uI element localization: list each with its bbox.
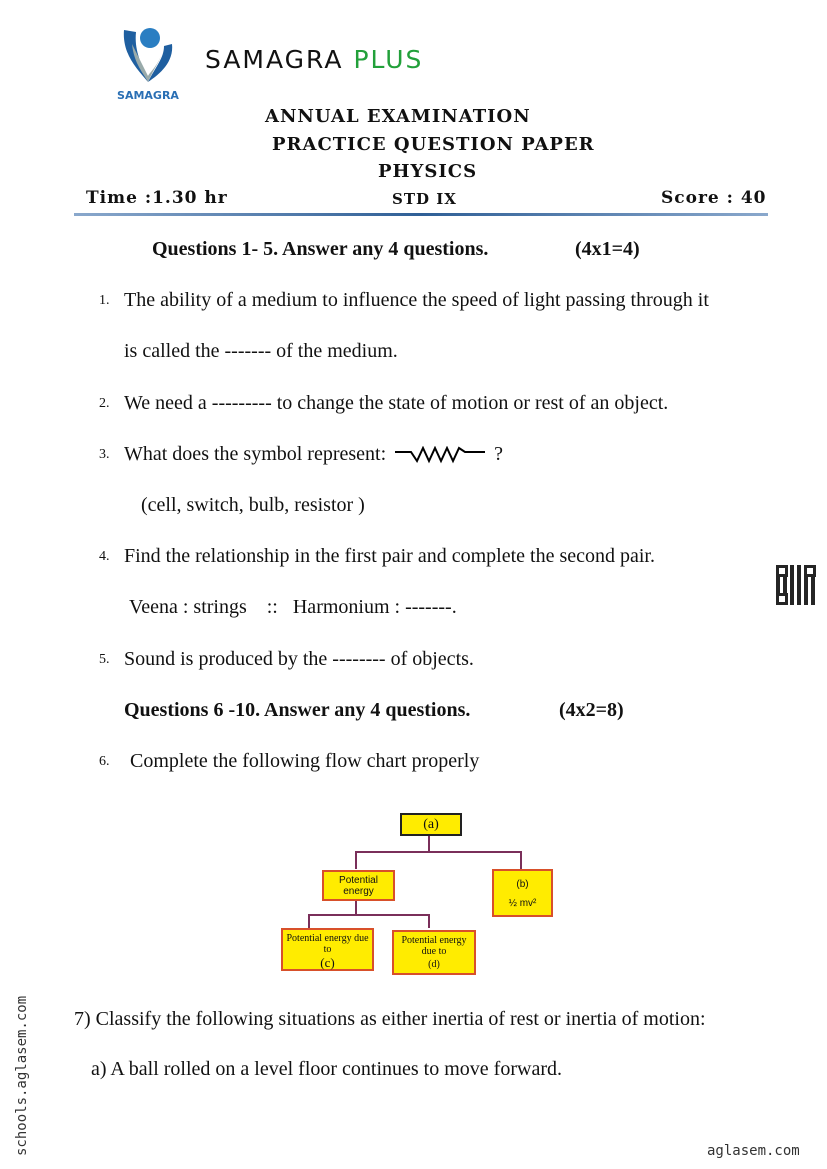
- q3-number: 3.: [99, 447, 110, 462]
- brand-word: SAMAGRA: [205, 45, 344, 74]
- q3-options: (cell, switch, bulb, resistor ): [141, 494, 365, 516]
- brand-plus: PLUS: [353, 45, 424, 74]
- q6-text: Complete the following flow chart properly: [130, 750, 480, 772]
- section2-marks: (4x2=8): [559, 699, 624, 721]
- box-a: (a): [400, 813, 462, 836]
- section1-marks: (4x1=4): [575, 238, 640, 260]
- d-blank: (d): [428, 959, 440, 970]
- q2-number: 2.: [99, 396, 110, 411]
- q3-question-mark: ?: [494, 443, 504, 465]
- qr-code[interactable]: [776, 565, 816, 605]
- exam-title: ANNUAL EXAMINATION: [265, 106, 531, 127]
- box-c: [281, 928, 374, 971]
- q2-text: We need a --------- to change the state of motion or rest of an object.: [124, 392, 669, 414]
- footer-link[interactable]: aglasem.com: [707, 1143, 800, 1159]
- box-potential-energy: Potential energy: [322, 870, 395, 901]
- side-watermark-link[interactable]: schools.aglasem.com: [14, 995, 30, 1156]
- q1-text: The ability of a medium to influence the speed of light passing through it: [124, 289, 709, 311]
- q1-text-cont: is called the ------- of the medium.: [124, 340, 398, 362]
- q7-text: 7) Classify the following situations as either inertia of rest or inertia of motion:: [74, 1008, 706, 1030]
- resistor-symbol-icon: [395, 446, 487, 464]
- logo-text: SAMAGRA: [117, 89, 179, 102]
- q7a-text: a) A ball rolled on a level floor continues to move forward.: [91, 1058, 562, 1080]
- ke-formula: ½ mv²: [508, 898, 537, 909]
- box-b: [492, 869, 553, 917]
- std: STD IX: [392, 190, 457, 208]
- q3-text: [124, 443, 503, 466]
- d-label: Potential energy due to: [401, 935, 467, 957]
- c-blank: (c): [320, 955, 335, 970]
- q6-number: 6.: [99, 754, 110, 769]
- score: Score : 40: [661, 188, 767, 208]
- q4-number: 4.: [99, 549, 110, 564]
- c-label: Potential energy due to: [286, 933, 369, 955]
- time: Time :1.30 hr: [86, 188, 228, 208]
- section1-heading: Questions 1- 5. Answer any 4 questions.: [152, 238, 489, 260]
- subject: PHYSICS: [378, 161, 478, 182]
- samagra-logo: [112, 24, 184, 102]
- q3-question: What does the symbol represent:: [124, 443, 387, 465]
- box-d: [392, 930, 476, 975]
- section2-heading: Questions 6 -10. Answer any 4 questions.: [124, 699, 471, 721]
- q5-number: 5.: [99, 652, 110, 667]
- paper-title: PRACTICE QUESTION PAPER: [272, 134, 595, 155]
- q1-number: 1.: [99, 293, 110, 308]
- q4-text: Find the relationship in the first pair and complete the second pair.: [124, 545, 655, 567]
- header-divider: [74, 213, 768, 216]
- b-label: (b): [516, 879, 529, 890]
- brand-name: [205, 45, 423, 74]
- q5-text: Sound is produced by the -------- of objects.: [124, 648, 474, 670]
- q4-pair: Veena : strings :: Harmonium : -------.: [129, 596, 457, 618]
